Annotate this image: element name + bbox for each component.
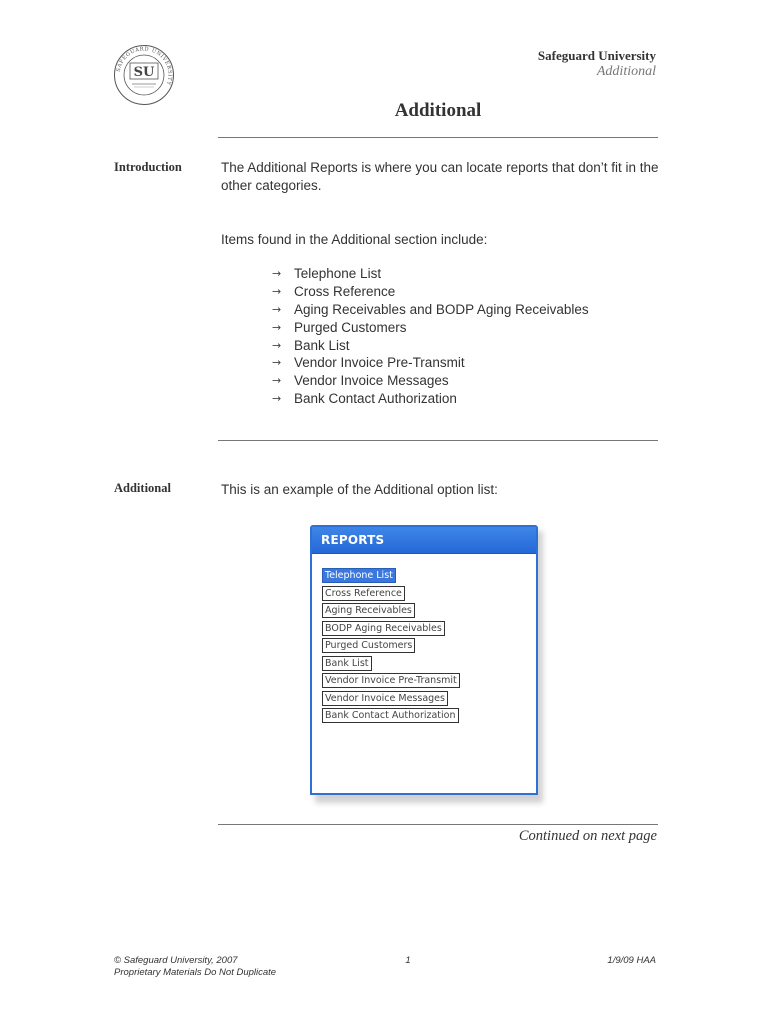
report-option-bodp-aging-receivables[interactable]: BODP Aging Receivables <box>322 621 445 636</box>
report-option-cross-reference[interactable]: Cross Reference <box>322 586 405 601</box>
logo-monogram: SU <box>133 65 155 80</box>
report-option-bank-contact-authorization[interactable]: Bank Contact Authorization <box>322 708 459 723</box>
arrow-right-icon: → <box>272 284 282 298</box>
arrow-right-icon: → <box>272 356 282 370</box>
divider <box>218 824 658 825</box>
report-option-bank-list[interactable]: Bank List <box>322 656 372 671</box>
list-item-label: Vendor Invoice Pre-Transmit <box>294 355 465 371</box>
reports-option-list <box>322 567 460 725</box>
footer-revision: 1/9/09 HAA <box>607 955 656 966</box>
logo-ring-text: SAFEGUARD UNIVERSITY <box>115 46 173 87</box>
list-item <box>272 319 589 337</box>
section-label-introduction: Introduction <box>114 160 182 174</box>
su-seal-icon <box>113 44 175 106</box>
arrow-right-icon: → <box>272 338 282 352</box>
list-item-label: Vendor Invoice Messages <box>294 373 449 389</box>
arrow-right-icon: → <box>272 302 282 316</box>
page-title: Additional <box>394 100 482 121</box>
footer-notice: Proprietary Materials Do Not Duplicate <box>114 967 277 978</box>
arrow-right-icon: → <box>272 374 282 388</box>
section-label-additional: Additional <box>114 481 171 495</box>
organization-name: Safeguard University <box>537 48 656 63</box>
list-item <box>272 301 589 319</box>
reports-panel <box>310 525 538 795</box>
report-option-telephone-list[interactable]: Telephone List <box>322 568 396 583</box>
report-option-vendor-invoice-messages[interactable]: Vendor Invoice Messages <box>322 691 448 706</box>
list-item-label: Aging Receivables and BODP Aging Receivables <box>294 301 589 317</box>
list-item <box>272 354 589 372</box>
safeguard-university-logo <box>113 44 175 106</box>
items-intro-paragraph: Items found in the Additional section include: <box>221 232 488 247</box>
list-item <box>272 390 589 408</box>
list-item-label: Telephone List <box>294 266 382 281</box>
list-item <box>272 265 589 283</box>
divider <box>218 137 658 138</box>
report-option-aging-receivables[interactable]: Aging Receivables <box>322 603 415 618</box>
arrow-right-icon: → <box>272 267 282 280</box>
report-option-purged-customers[interactable]: Purged Customers <box>322 638 415 653</box>
reports-panel-title: REPORTS <box>312 527 536 554</box>
page-number: 1 <box>405 955 411 966</box>
report-option-vendor-invoice-pre-transmit[interactable]: Vendor Invoice Pre-Transmit <box>322 673 460 688</box>
list-item <box>272 337 589 355</box>
additional-items-list <box>272 265 589 408</box>
continued-note: Continued on next page <box>518 828 657 844</box>
header-section-name: Additional <box>596 64 656 79</box>
example-paragraph: This is an example of the Additional option list: <box>221 482 498 497</box>
list-item-label: Bank Contact Authorization <box>294 391 457 407</box>
arrow-right-icon: → <box>272 320 282 334</box>
list-item-label: Cross Reference <box>294 283 396 299</box>
list-item-label: Bank List <box>294 337 350 353</box>
footer-copyright: © Safeguard University, 2007 <box>114 955 238 966</box>
list-item <box>272 283 589 301</box>
list-item <box>272 372 589 390</box>
footer-copyright-block <box>114 955 276 979</box>
list-item-label: Purged Customers <box>294 319 407 335</box>
arrow-right-icon: → <box>272 392 282 406</box>
intro-paragraph: The Additional Reports is where you can locate reports that don’t fit in the other categories. <box>221 160 659 193</box>
divider <box>218 440 658 441</box>
